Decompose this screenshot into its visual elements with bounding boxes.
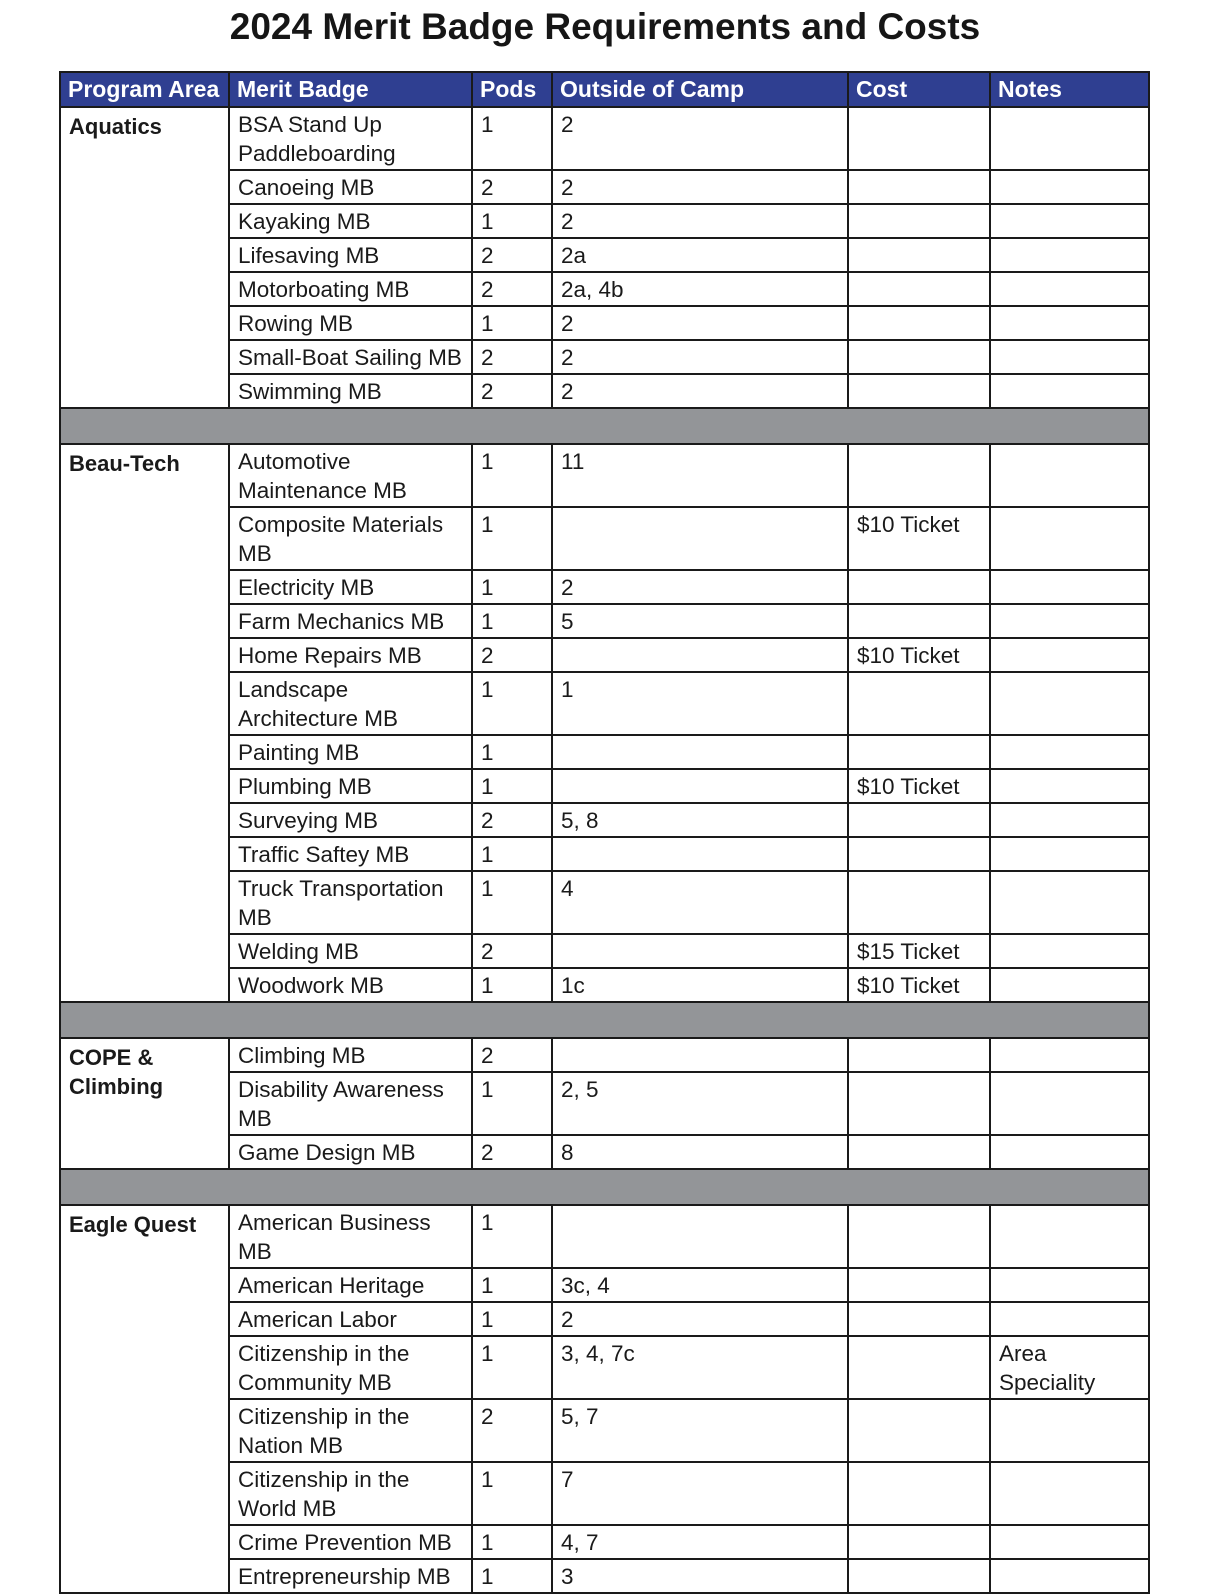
merit-badge-cell: Traffic Saftey MB <box>229 837 472 871</box>
notes-cell <box>990 638 1149 672</box>
pods-cell: 1 <box>472 735 552 769</box>
page-title: 2024 Merit Badge Requirements and Costs <box>229 6 981 47</box>
cost-cell: $15 Ticket <box>848 934 990 968</box>
notes-cell <box>990 238 1149 272</box>
program-area-cell: Beau-Tech <box>60 444 229 1002</box>
cost-cell <box>848 1205 990 1268</box>
outside-of-camp-cell <box>552 769 848 803</box>
merit-badge-cell: American Heritage <box>229 1268 472 1302</box>
cost-cell <box>848 1462 990 1525</box>
pods-cell: 1 <box>472 1336 552 1399</box>
cost-cell <box>848 204 990 238</box>
section-separator <box>60 1169 1149 1205</box>
pods-cell: 2 <box>472 272 552 306</box>
notes-cell <box>990 968 1149 1002</box>
notes-cell <box>990 340 1149 374</box>
pods-cell: 1 <box>472 1302 552 1336</box>
notes-cell <box>990 934 1149 968</box>
notes-cell <box>990 444 1149 507</box>
cost-cell: $10 Ticket <box>848 769 990 803</box>
table-row <box>60 107 1149 170</box>
pods-cell: 2 <box>472 638 552 672</box>
separator-bar <box>60 408 1149 444</box>
pods-cell: 1 <box>472 837 552 871</box>
merit-badge-cell: Small-Boat Sailing MB <box>229 340 472 374</box>
cost-cell <box>848 444 990 507</box>
outside-of-camp-cell: 1c <box>552 968 848 1002</box>
merit-badge-cell: Citizenship in the Nation MB <box>229 1399 472 1462</box>
pods-cell: 2 <box>472 934 552 968</box>
outside-of-camp-cell: 2a, 4b <box>552 272 848 306</box>
pods-cell: 1 <box>472 1559 552 1593</box>
merit-badge-cell: Welding MB <box>229 934 472 968</box>
cost-cell: $10 Ticket <box>848 507 990 570</box>
program-area-cell: Eagle Quest <box>60 1205 229 1593</box>
pods-cell: 2 <box>472 803 552 837</box>
pods-cell: 2 <box>472 238 552 272</box>
merit-badge-cell: Surveying MB <box>229 803 472 837</box>
pods-cell: 1 <box>472 604 552 638</box>
pods-cell: 2 <box>472 1135 552 1169</box>
notes-cell <box>990 803 1149 837</box>
merit-badge-cell: Landscape Architecture MB <box>229 672 472 735</box>
notes-cell <box>990 1462 1149 1525</box>
merit-badge-cell: Swimming MB <box>229 374 472 408</box>
outside-of-camp-cell: 2 <box>552 107 848 170</box>
merit-badge-cell: Home Repairs MB <box>229 638 472 672</box>
cost-cell <box>848 1525 990 1559</box>
merit-badge-cell: Citizenship in the Community MB <box>229 1336 472 1399</box>
program-area-cell: COPE & Climbing <box>60 1038 229 1169</box>
program-area-cell: Aquatics <box>60 107 229 408</box>
merit-badge-cell: American Business MB <box>229 1205 472 1268</box>
pods-cell: 2 <box>472 170 552 204</box>
merit-badge-cell: Woodwork MB <box>229 968 472 1002</box>
outside-of-camp-cell: 5 <box>552 604 848 638</box>
pods-cell: 1 <box>472 444 552 507</box>
notes-cell <box>990 1038 1149 1072</box>
outside-of-camp-cell: 2 <box>552 1302 848 1336</box>
cost-cell <box>848 1302 990 1336</box>
cost-cell: $10 Ticket <box>848 638 990 672</box>
merit-badge-cell: Plumbing MB <box>229 769 472 803</box>
notes-cell: Area Speciality <box>990 1336 1149 1399</box>
pods-cell: 2 <box>472 1399 552 1462</box>
merit-badge-table <box>59 71 1150 1594</box>
outside-of-camp-cell: 2 <box>552 306 848 340</box>
header-notes: Notes <box>990 72 1149 107</box>
outside-of-camp-cell: 1 <box>552 672 848 735</box>
cost-cell <box>848 1072 990 1135</box>
outside-of-camp-cell <box>552 1038 848 1072</box>
notes-cell <box>990 1399 1149 1462</box>
pods-cell: 1 <box>472 1462 552 1525</box>
outside-of-camp-cell: 4 <box>552 871 848 934</box>
pods-cell: 1 <box>472 968 552 1002</box>
cost-cell <box>848 604 990 638</box>
cost-cell <box>848 1038 990 1072</box>
header-outside-of-camp: Outside of Camp <box>552 72 848 107</box>
notes-cell <box>990 769 1149 803</box>
merit-badge-cell: Automotive Maintenance MB <box>229 444 472 507</box>
merit-badge-cell: Canoeing MB <box>229 170 472 204</box>
merit-badge-cell: Rowing MB <box>229 306 472 340</box>
merit-badge-cell: Citizenship in the World MB <box>229 1462 472 1525</box>
merit-badge-cell: Entrepreneurship MB <box>229 1559 472 1593</box>
pods-cell: 1 <box>472 107 552 170</box>
merit-badge-cell: Crime Prevention MB <box>229 1525 472 1559</box>
merit-badge-cell: Truck Transportation MB <box>229 871 472 934</box>
notes-cell <box>990 1525 1149 1559</box>
notes-cell <box>990 204 1149 238</box>
merit-badge-cell: Game Design MB <box>229 1135 472 1169</box>
pods-cell: 1 <box>472 306 552 340</box>
merit-badge-cell: Kayaking MB <box>229 204 472 238</box>
outside-of-camp-cell <box>552 1205 848 1268</box>
cost-cell <box>848 272 990 306</box>
pods-cell: 1 <box>472 769 552 803</box>
header-merit-badge: Merit Badge <box>229 72 472 107</box>
notes-cell <box>990 604 1149 638</box>
header-program-area: Program Area <box>60 72 229 107</box>
notes-cell <box>990 570 1149 604</box>
cost-cell <box>848 1135 990 1169</box>
pods-cell: 1 <box>472 1205 552 1268</box>
merit-badge-cell: Farm Mechanics MB <box>229 604 472 638</box>
merit-badge-cell: Disability Awareness MB <box>229 1072 472 1135</box>
outside-of-camp-cell <box>552 735 848 769</box>
cost-cell <box>848 1268 990 1302</box>
outside-of-camp-cell: 2 <box>552 204 848 238</box>
merit-badge-cell: Electricity MB <box>229 570 472 604</box>
outside-of-camp-cell: 2, 5 <box>552 1072 848 1135</box>
header-row <box>60 72 1149 107</box>
merit-badge-cell: BSA Stand Up Paddleboarding <box>229 107 472 170</box>
table-row <box>60 1038 1149 1072</box>
cost-cell <box>848 1399 990 1462</box>
notes-cell <box>990 374 1149 408</box>
pods-cell: 1 <box>472 507 552 570</box>
notes-cell <box>990 837 1149 871</box>
merit-badge-cell: Lifesaving MB <box>229 238 472 272</box>
notes-cell <box>990 1205 1149 1268</box>
merit-badge-cell: American Labor <box>229 1302 472 1336</box>
header-pods: Pods <box>472 72 552 107</box>
outside-of-camp-cell <box>552 638 848 672</box>
pods-cell: 1 <box>472 1072 552 1135</box>
cost-cell <box>848 837 990 871</box>
pods-cell: 1 <box>472 1268 552 1302</box>
pods-cell: 1 <box>472 570 552 604</box>
pods-cell: 1 <box>472 871 552 934</box>
cost-cell <box>848 306 990 340</box>
pods-cell: 2 <box>472 340 552 374</box>
outside-of-camp-cell: 2 <box>552 340 848 374</box>
merit-badge-cell: Painting MB <box>229 735 472 769</box>
notes-cell <box>990 507 1149 570</box>
notes-cell <box>990 272 1149 306</box>
outside-of-camp-cell <box>552 837 848 871</box>
outside-of-camp-cell: 8 <box>552 1135 848 1169</box>
notes-cell <box>990 672 1149 735</box>
cost-cell <box>848 570 990 604</box>
pods-cell: 1 <box>472 204 552 238</box>
pods-cell: 1 <box>472 672 552 735</box>
notes-cell <box>990 871 1149 934</box>
notes-cell <box>990 107 1149 170</box>
table-body <box>60 107 1149 1593</box>
notes-cell <box>990 170 1149 204</box>
cost-cell <box>848 1336 990 1399</box>
outside-of-camp-cell: 2 <box>552 570 848 604</box>
pods-cell: 2 <box>472 374 552 408</box>
separator-bar <box>60 1002 1149 1038</box>
cost-cell <box>848 238 990 272</box>
notes-cell <box>990 1302 1149 1336</box>
cost-cell <box>848 170 990 204</box>
cost-cell <box>848 1559 990 1593</box>
table-row <box>60 1205 1149 1268</box>
outside-of-camp-cell: 2 <box>552 374 848 408</box>
cost-cell <box>848 107 990 170</box>
outside-of-camp-cell: 3c, 4 <box>552 1268 848 1302</box>
merit-badge-cell: Composite Materials MB <box>229 507 472 570</box>
merit-badge-cell: Motorboating MB <box>229 272 472 306</box>
cost-cell: $10 Ticket <box>848 968 990 1002</box>
outside-of-camp-cell: 5, 7 <box>552 1399 848 1462</box>
outside-of-camp-cell: 11 <box>552 444 848 507</box>
outside-of-camp-cell: 4, 7 <box>552 1525 848 1559</box>
cost-cell <box>848 871 990 934</box>
outside-of-camp-cell <box>552 507 848 570</box>
cost-cell <box>848 735 990 769</box>
notes-cell <box>990 306 1149 340</box>
section-separator <box>60 1002 1149 1038</box>
notes-cell <box>990 1072 1149 1135</box>
outside-of-camp-cell: 5, 8 <box>552 803 848 837</box>
pods-cell: 2 <box>472 1038 552 1072</box>
cost-cell <box>848 672 990 735</box>
cost-cell <box>848 374 990 408</box>
table-row <box>60 444 1149 507</box>
header-cost: Cost <box>848 72 990 107</box>
outside-of-camp-cell: 7 <box>552 1462 848 1525</box>
notes-cell <box>990 1559 1149 1593</box>
cost-cell <box>848 340 990 374</box>
cost-cell <box>848 803 990 837</box>
outside-of-camp-cell: 3, 4, 7c <box>552 1336 848 1399</box>
merit-badge-cell: Climbing MB <box>229 1038 472 1072</box>
outside-of-camp-cell: 3 <box>552 1559 848 1593</box>
section-separator <box>60 408 1149 444</box>
notes-cell <box>990 735 1149 769</box>
pods-cell: 1 <box>472 1525 552 1559</box>
outside-of-camp-cell: 2 <box>552 170 848 204</box>
outside-of-camp-cell: 2a <box>552 238 848 272</box>
notes-cell <box>990 1135 1149 1169</box>
outside-of-camp-cell <box>552 934 848 968</box>
separator-bar <box>60 1169 1149 1205</box>
notes-cell <box>990 1268 1149 1302</box>
